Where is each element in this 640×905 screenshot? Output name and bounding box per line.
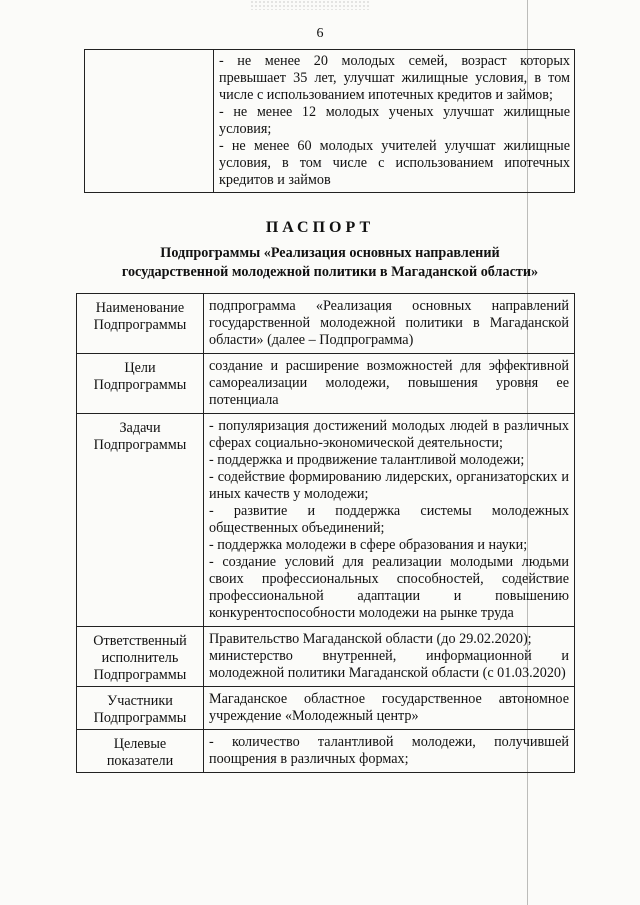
- label-line: Подпрограммы: [93, 317, 187, 333]
- label-cell: [77, 687, 204, 730]
- empty-label-cell: [85, 50, 214, 193]
- subtitle-line-2: государственной молодежной политики в Магаданской области»: [121, 264, 539, 280]
- subtitle: [70, 244, 590, 282]
- label-cell: [77, 354, 204, 414]
- table-row-goals: [77, 354, 575, 414]
- label-line: Подпрограммы: [93, 377, 187, 393]
- list-item: - создание условий для реализации молодыми людьми своих профессиональных способностей, содействие профессиональной адаптации и повышению конкурентоспособности молодежи на рынке труда: [209, 554, 569, 621]
- list-item: - не менее 12 молодых ученых улучшат жилищные условия;: [219, 104, 570, 137]
- value-cell: Магаданское областное государственное автономное учреждение «Молодежный центр»: [204, 687, 575, 730]
- list-item: - не менее 20 молодых семей, возраст которых превышает 35 лет, улучшат жилищные условия, в том числе с использованием ипотечных кредитов и займов;: [219, 53, 570, 103]
- label-line: показатели: [106, 753, 174, 769]
- list-item: - развитие и поддержка системы молодежных общественных объединений;: [209, 503, 569, 536]
- label-cell: [77, 414, 204, 627]
- label-line: Целевые: [113, 736, 167, 752]
- value-cell: [204, 627, 575, 687]
- value-line: Правительство Магаданской области (до 29.02.2020);: [209, 631, 532, 647]
- scan-artifact: [250, 0, 370, 10]
- list-item: - популяризация достижений молодых людей в различных сферах социально-экономической деятельности;: [209, 418, 569, 451]
- page-title: ПАСПОРТ: [265, 219, 375, 236]
- table-row: [85, 50, 575, 193]
- continuation-table: [84, 49, 575, 193]
- label-line: Подпрограммы: [93, 437, 187, 453]
- table-row-indicators: [77, 730, 575, 773]
- table-row-name: [77, 294, 575, 354]
- value-cell: создание и расширение возможностей для эффективной самореализации молодежи, повышения уровня ее потенциала: [204, 354, 575, 414]
- value-cell: [204, 414, 575, 627]
- label-line: Подпрограммы: [93, 667, 187, 683]
- value-cell: подпрограмма «Реализация основных направлений государственной молодежной политики в Магаданской области» (далее – Подпрограмма): [204, 294, 575, 354]
- list-item: - содействие формированию лидерских, организаторских и иных качеств у молодежи;: [209, 469, 569, 502]
- table-row-responsible: [77, 627, 575, 687]
- list-item: - поддержка и продвижение талантливой молодежи;: [209, 452, 525, 468]
- table-row-tasks: [77, 414, 575, 627]
- label-line: Цели: [124, 360, 156, 376]
- table-row-participants: [77, 687, 575, 730]
- subtitle-line-1: Подпрограммы «Реализация основных направлений: [160, 245, 500, 261]
- label-cell: [77, 294, 204, 354]
- label-line: Наименование: [95, 300, 185, 316]
- label-cell: [77, 730, 204, 773]
- value-line: министерство внутренней, информационной и молодежной политики Магаданской области (с 01.03.2020): [209, 648, 569, 681]
- label-line: исполнитель: [101, 650, 179, 666]
- label-line: Участники: [107, 693, 173, 709]
- value-cell: - количество талантливой молодежи, получившей поощрения в различных формах;: [204, 730, 575, 773]
- passport-table: [76, 293, 575, 773]
- targets-cell: [214, 50, 575, 193]
- list-item: - не менее 60 молодых учителей улучшат жилищные условия, в том числе с использованием ипотечных кредитов и займов: [219, 138, 570, 188]
- label-line: Задачи: [119, 420, 161, 436]
- page-number: 6: [316, 26, 324, 41]
- label-line: Подпрограммы: [93, 710, 187, 726]
- label-cell: [77, 627, 204, 687]
- list-item: - поддержка молодежи в сфере образования и науки;: [209, 537, 528, 553]
- label-line: Ответственный: [93, 633, 187, 649]
